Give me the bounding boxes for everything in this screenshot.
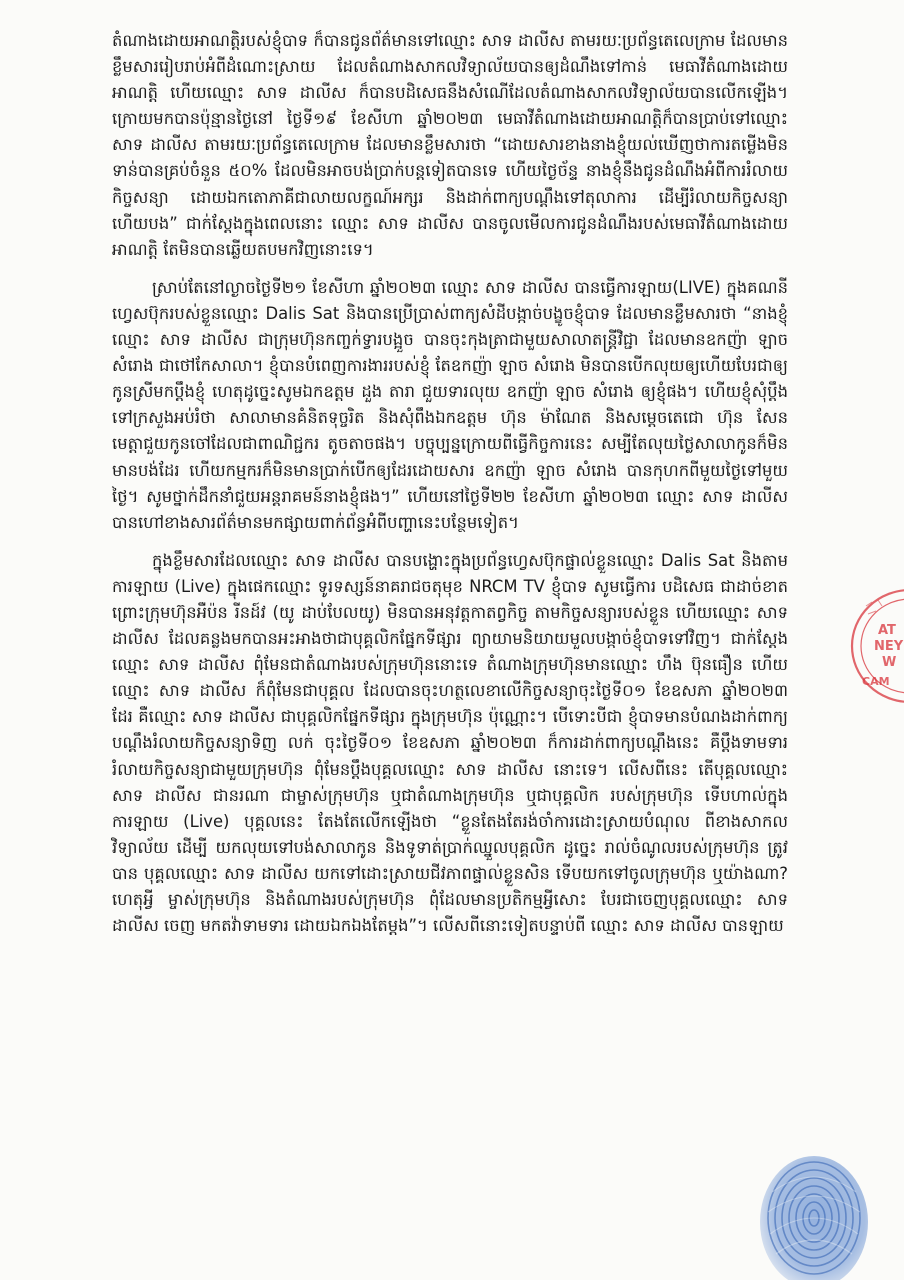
stamp-text-3: W xyxy=(882,655,897,670)
fingerprint-icon xyxy=(752,1152,870,1280)
paragraph-continued: តំណាងដោយអាណត្តិរបស់ខ្ញុំបាទ ក៏បានជូនព័ត៌មានទៅឈ្មោះ សាទ ដាលីស តាមរយៈប្រព័ន្ធតេលេក្រាម ដែលមានខ្លឹមសាររៀបរាប់អំពីដំណោះស្រាយ ដែលតំណាងសាកលវិទ្យាល័យបានឲ្យដំណឹងទៅកាន់ មេធាវីតំណាងដោយអាណត្តិ ហើយឈ្មោះ សាទ ដាលីស ក៏បានបដិសេធនឹងសំណើដែលតំណាងសាកលវិទ្យាល័យបានលើកឡើង។ ក្រោយមកបានប៉ុន្មានថ្ងៃនៅ ថ្ងៃទី១៩ ខែសីហា ឆ្នាំ២០២៣ មេធាវីតំណាងដោយអាណត្តិក៏បានប្រាប់ទៅឈ្មោះ សាទ ដាលីស តាមរយៈប្រព័ន្ធតេលេក្រាម ដែលមានខ្លឹមសារថា “ដោយសារខាងនាងខ្ញុំយល់ឃើញថាការតម្លើងមិនទាន់បានគ្រប់ចំនួន ៥០% ដែលមិនអាចបង់ប្រាក់បន្តទៀតបានទេ ហើយថ្ងៃច័ន្ទ នាងខ្ញុំនឹងជូនដំណឹងអំពីការរំលាយកិច្ចសន្យា ដោយឯកតោភាគីជាលាយលក្ខណ៍អក្សរ និងដាក់ពាក្យបណ្ដឹងទៅតុលាការ ដើម្បីរំលាយកិច្ចសន្យាហើយបង” ជាក់ស្ដែងក្នុងពេលនោះ ឈ្មោះ សាទ ដាលីស បានចូលមើលការជូនដំណឹងរបស់មេធាវីតំណាងដោយអាណត្តិ តែមិនបានឆ្លើយតបមកវិញនោះទេ។ xyxy=(112,31,788,259)
lawyer-stamp-icon xyxy=(848,586,904,706)
paragraph-live-broadcast: ស្រាប់តែនៅល្ងាចថ្ងៃទី២១ ខែសីហា ឆ្នាំ២០២៣ ឈ្មោះ សាទ ដាលីស បានធ្វើការឡាយ(LIVE) ក្នុងគណនីហ្វេសប៊ុករបស់ខ្លួនឈ្មោះ Dalis Sat និងបានប្រើប្រាស់ពាក្យសំដីបង្កាច់បង្ខូចខ្ញុំបាទ ដែលមានខ្លឹមសារថា “នាងខ្ញុំឈ្មោះ សាទ ដាលីស ជាក្រុមហ៊ុនកញ្ចក់ទ្វារបង្អួច បានចុះកុងត្រាជាមួយសាលាតន្ត្រីវិជ្ជា ដែលមានឧកញ៉ា ឡាច សំរោង ជាថៅកែសាលា។ ខ្ញុំបានបំពេញការងាររបស់ខ្ញុំ តែឧកញ៉ា ឡាច សំរោង មិនបានបើកលុយឲ្យហើយបែរជាឲ្យកូនស្រីមកប្ដឹងខ្ញុំ ហេតុដូច្នេះសូមឯកឧត្តម ដួង តារា ជួយទារលុយ ឧកញ៉ា ឡាច សំរោង ឲ្យខ្ញុំផង។ ហើយខ្ញុំសុំប្ដឹងទៅក្រសួងអប់រំថា សាលាមានគំនិតទុច្ចរិត និងសុំពឹងឯកឧត្តម ហ៊ុន ម៉ាណែត និងសម្ដេចតេជោ ហ៊ុន សែន មេត្តាជួយកូនចៅដែលជាពាណិជ្ជករ តូចតាចផង។ បច្ចុប្បន្នក្រោយពីធ្វើកិច្ចការនេះ សម្បីតែលុយថ្លៃសាលាកូនក៏មិនមានបង់ដែរ ហើយកម្មករក៏មិនមានប្រាក់បើកឲ្យដែរដោយសារ ឧកញ៉ា ឡាច សំរោង បានកុហកពីមួយថ្ងៃទៅមួយថ្ងៃ។ សូមថ្នាក់ដឹកនាំជួយអន្តរាគមន៍នាងខ្ញុំផង។” ហើយនៅថ្ងៃទី២២ ខែសីហា ឆ្នាំ២០២៣ ឈ្មោះ សាទ ដាលីស បានហៅខាងសារព័ត៌មានមកផ្សាយពាក់ព័ន្ធអំពីបញ្ហានេះបន្ថែមទៀត។ xyxy=(112,277,788,532)
stamp-text-2: NEY xyxy=(874,639,904,654)
paragraph-rebuttal: ក្នុងខ្លឹមសារដែលឈ្មោះ សាទ ដាលីស បានបង្ហោះក្នុងប្រព័ន្ធហ្វេសប៊ុកផ្ទាល់ខ្លួនឈ្មោះ Dalis Sat និងតាមការឡាយ (Live) ក្នុងផេកឈ្មោះ ទូរទស្សន៍នាគរាជចតុមុខ NRCM TV ខ្ញុំបាទ សូមធ្វើការ បដិសេធ ជាដាច់ខាត ព្រោះក្រុមហ៊ុនអឺប៉ន រីនដ៍វ (យូ ដាប់បែលយូ) មិនបានអនុវត្តកាតព្វកិច្ច តាមកិច្ចសន្យារបស់ខ្លួន ហើយឈ្មោះ សាទ ដាលីស ដែលគន្លងមកបានអះអាងថាជាបុគ្គលិកផ្នែកទីផ្សារ ព្យាយាមនិយាយមួលបង្កាច់ខ្ញុំបាទទៅវិញ។ ជាក់ស្ដែង ឈ្មោះ សាទ ដាលីស ពុំមែនជាតំណាងរបស់ក្រុមហ៊ុននោះទេ តំណាងក្រុមហ៊ុនមានឈ្មោះ ហឹង ប៊ុនធឿន ហើយឈ្មោះ សាទ ដាលីស ក៏ពុំមែនជាបុគ្គល ដែលបានចុះហត្ថលេខាលើកិច្ចសន្យាចុះថ្ងៃទី០១ ខែឧសភា ឆ្នាំ២០២៣ ដែរ គឺឈ្មោះ សាទ ដាលីស ជាបុគ្គលិកផ្នែកទីផ្សារ ក្នុងក្រុមហ៊ុន ប៉ុណ្ណោះ។ បើទោះបីជា ខ្ញុំបាទមានបំណងដាក់ពាក្យបណ្ដឹងរំលាយកិច្ចសន្យាទិញ លក់ ចុះថ្ងៃទី០១ ខែឧសភា ឆ្នាំ២០២៣ ក៏ការដាក់ពាក្យបណ្ដឹងនេះ គឺប្ដឹងទាមទាររំលាយកិច្ចសន្យាជាមួយក្រុមហ៊ុន ពុំមែនប្ដឹងបុគ្គលឈ្មោះ សាទ ដាលីស នោះទេ។ លើសពីនេះ តើបុគ្គលឈ្មោះ សាទ ដាលីស ជានរណា ជាម្ចាស់ក្រុមហ៊ុន ឬជាតំណាងក្រុមហ៊ុន ឬជាបុគ្គលិក របស់ក្រុមហ៊ុន ទើបហាល់ក្នុងការឡាយ (Live) បុគ្គលនេះ តែងតែលើកឡើងថា “ខ្លួនតែងតែរង់ចាំការដោះស្រាយបំណុល ពីខាងសាកលវិទ្យាល័យ ដើម្បី យកលុយទៅបង់សាលាកូន និងទូទាត់ប្រាក់ឈ្នួលបុគ្គលិក ដូច្នេះ រាល់ចំណូលរបស់ក្រុមហ៊ុន ត្រូវបាន បុគ្គលឈ្មោះ សាទ ដាលីស យកទៅដោះស្រាយជីវភាពផ្ទាល់ខ្លួនសិន ទើបយកទៅចូលក្រុមហ៊ុន ឬយ៉ាងណា? ហេតុអ្វី ម្ចាស់ក្រុមហ៊ុន និងតំណាងរបស់ក្រុមហ៊ុន ពុំដែលមានប្រតិកម្មអ្វីសោះ បែរជាចេញបុគ្គលឈ្មោះ សាទ ដាលីស ចេញ មកតវ៉ាទាមទារ ដោយឯកឯងតែម្ដង”។ លើសពីនោះទៀតបន្ទាប់ពី ឈ្មោះ សាទ ដាលីស បានឡាយ xyxy=(112,550,788,936)
stamp-text-1: AT xyxy=(878,623,896,638)
stamp-text-4: CAM xyxy=(862,675,890,688)
document-body xyxy=(112,28,788,939)
